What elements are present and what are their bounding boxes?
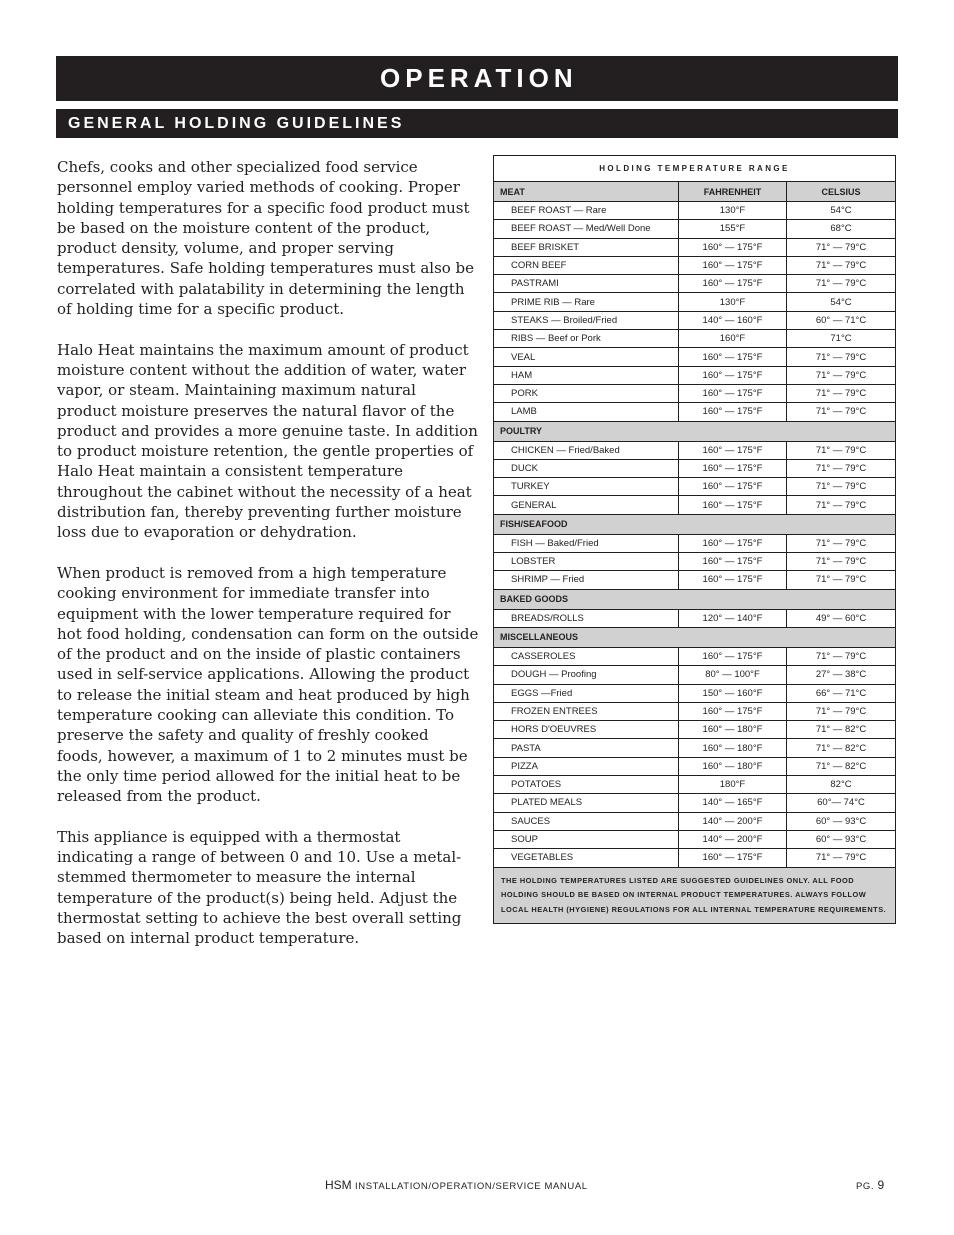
fahrenheit-cell: 140° — 160°F [679, 312, 787, 329]
category-header: MISCELLANEOUS [494, 628, 895, 648]
food-item-cell: DUCK [494, 460, 679, 477]
celsius-cell: 82°C [830, 779, 852, 791]
table-row [494, 571, 895, 589]
section-banner [56, 56, 898, 101]
fahrenheit-cell: 150° — 160°F [679, 685, 787, 702]
food-item-cell: GENERAL [494, 496, 679, 513]
celsius-cell: 71° — 79°C [815, 278, 867, 290]
table-row [494, 330, 895, 348]
category-header: POULTRY [494, 422, 895, 442]
celsius-cell: 71° — 79°C [815, 705, 867, 717]
fahrenheit-cell: 80° — 100°F [679, 666, 787, 683]
food-item-cell: EGGS —Fried [494, 685, 679, 702]
table-row [494, 849, 895, 867]
table-row [494, 739, 895, 757]
celsius-cell: 71° — 79°C [815, 444, 867, 456]
food-item-cell: HAM [494, 367, 679, 384]
holding-temperature-table [493, 155, 896, 924]
fahrenheit-cell: 160° — 180°F [679, 758, 787, 775]
celsius-cell: 71° — 79°C [815, 499, 867, 511]
table-row [494, 758, 895, 776]
food-item-cell: CHICKEN — Fried/Baked [494, 442, 679, 459]
fahrenheit-cell: 180°F [679, 776, 787, 793]
celsius-cell: 54°C [830, 205, 852, 217]
food-item-cell: BEEF BRISKET [494, 239, 679, 256]
table-row [494, 220, 895, 238]
section-title: OPERATION [380, 63, 578, 93]
fahrenheit-cell: 160° — 175°F [679, 403, 787, 420]
food-item-cell: PLATED MEALS [494, 794, 679, 811]
food-item-cell: LAMB [494, 403, 679, 420]
celsius-cell: 71° — 79°C [815, 406, 867, 418]
paragraph: Halo Heat maintains the maximum amount of product moisture content without the addition of water, water vapor, or steam. Maintaining maximum natural product moisture preserves the natural flavor of the product and provides a more genuine taste. In addition to product moisture retention, the gentle properties of Halo Heat maintain a consistent temperature throughout the cabinet without the necessity of a heat distribution fan, thereby preventing further moisture loss due to evaporation or dehydration. [57, 340, 478, 542]
fahrenheit-cell: 160° — 175°F [679, 348, 787, 365]
table-row [494, 367, 895, 385]
food-item-cell: BEEF ROAST — Rare [494, 202, 679, 219]
celsius-cell: 71° — 82°C [815, 742, 867, 754]
food-item-cell: FISH — Baked/Fried [494, 535, 679, 552]
table-row [494, 385, 895, 403]
celsius-cell: 71° — 82°C [815, 760, 867, 772]
celsius-cell: 66° — 71°C [815, 687, 867, 699]
food-item-cell: LOBSTER [494, 553, 679, 570]
celsius-cell: 71° — 79°C [815, 481, 867, 493]
table-row [494, 685, 895, 703]
celsius-cell: 71° — 79°C [815, 388, 867, 400]
food-item-cell: STEAKS — Broiled/Fried [494, 312, 679, 329]
fahrenheit-cell: 160° — 175°F [679, 442, 787, 459]
fahrenheit-cell: 160° — 180°F [679, 739, 787, 756]
food-item-cell: SOUP [494, 831, 679, 848]
celsius-cell: 71° — 79°C [815, 260, 867, 272]
table-row [494, 312, 895, 330]
celsius-cell: 27° — 38°C [815, 669, 867, 681]
food-item-cell: HORS D'OEUVRES [494, 721, 679, 738]
fahrenheit-cell: 140° — 200°F [679, 813, 787, 830]
food-item-cell: FROZEN ENTREES [494, 703, 679, 720]
category-header: FISH/SEAFOOD [494, 515, 895, 535]
table-row [494, 703, 895, 721]
table-row [494, 610, 895, 628]
fahrenheit-cell: 130°F [679, 202, 787, 219]
fahrenheit-cell: 120° — 140°F [679, 610, 787, 627]
celsius-cell: 71° — 79°C [815, 241, 867, 253]
fahrenheit-cell: 160° — 175°F [679, 275, 787, 292]
paragraph: Chefs, cooks and other specialized food service personnel employ varied methods of cooking. Proper holding temperatures for a specific food product must be based on the moisture content of the product, product density, volume, and proper serving temperatures. Safe holding temperatures must also be correlated with palatability in determining the length of holding time for a specific product. [57, 158, 475, 319]
celsius-cell: 54°C [830, 296, 852, 308]
food-item-cell: PASTA [494, 739, 679, 756]
food-item-cell: BREADS/ROLLS [494, 610, 679, 627]
fahrenheit-cell: 155°F [679, 220, 787, 237]
celsius-cell: 71° — 79°C [815, 574, 867, 586]
celsius-cell: 71° — 79°C [815, 537, 867, 549]
fahrenheit-cell: 160° — 175°F [679, 257, 787, 274]
fahrenheit-cell: 160° — 175°F [679, 553, 787, 570]
table-row [494, 348, 895, 366]
fahrenheit-cell: 160° — 175°F [679, 239, 787, 256]
fahrenheit-cell: 160° — 175°F [679, 496, 787, 513]
fahrenheit-cell: 160°F [679, 330, 787, 347]
food-item-cell: DOUGH — Proofing [494, 666, 679, 683]
table-row [494, 275, 895, 293]
table-row [494, 553, 895, 571]
fahrenheit-cell: 160° — 175°F [679, 849, 787, 866]
food-item-cell: VEAL [494, 348, 679, 365]
footer-page-number: 9 [877, 1178, 885, 1192]
table-row [494, 293, 895, 311]
subsection-banner [56, 109, 898, 138]
fahrenheit-cell: 160° — 175°F [679, 478, 787, 495]
footer-manual: INSTALLATION/OPERATION/SERVICE MANUAL [355, 1181, 588, 1192]
fahrenheit-cell: 160° — 175°F [679, 535, 787, 552]
fahrenheit-cell: 130°F [679, 293, 787, 310]
table-row [494, 776, 895, 794]
celsius-cell: 71° — 79°C [815, 463, 867, 474]
footer-model: HSM [325, 1178, 352, 1192]
food-item-cell: TURKEY [494, 478, 679, 495]
table-note: THE HOLDING TEMPERATURES LISTED ARE SUGGESTED GUIDELINES ONLY. ALL FOOD HOLDING SHOULD BE BASED ON INTERNAL PRODUCT TEMPERATURES. ALWAYS FOLLOW LOCAL HEALTH (HYGIENE) REGULATIONS FOR ALL INTERNAL TEMPERATURE REQUIREMENTS. [494, 868, 895, 924]
table-row [494, 666, 895, 684]
fahrenheit-cell: 160° — 175°F [679, 648, 787, 665]
celsius-cell: 60° — 93°C [815, 834, 867, 846]
column-header-fahrenheit: FAHRENHEIT [679, 182, 787, 201]
food-item-cell: PORK [494, 385, 679, 402]
table-row [494, 478, 895, 496]
footer-manual-title [325, 1178, 588, 1192]
subsection-title: GENERAL HOLDING GUIDELINES [68, 114, 405, 132]
celsius-cell: 68°C [830, 223, 852, 235]
table-row [494, 403, 895, 421]
paragraph: This appliance is equipped with a thermostat indicating a range of between 0 and 10. Use a metal-stemmed thermometer to measure the internal temperature of the product(s) being held. Adjust the thermostat setting to achieve the best overall setting based on internal product temperature. [57, 827, 462, 948]
table-row [494, 496, 895, 514]
table-row [494, 442, 895, 460]
food-item-cell: SAUCES [494, 813, 679, 830]
table-row [494, 257, 895, 275]
celsius-cell: 60° — 93°C [815, 815, 867, 827]
table-row [494, 648, 895, 666]
food-item-cell: RIBS — Beef or Pork [494, 330, 679, 347]
fahrenheit-cell: 140° — 200°F [679, 831, 787, 848]
food-item-cell: BEEF ROAST — Med/Well Done [494, 220, 679, 237]
footer-page-prefix: PG. [856, 1181, 875, 1192]
celsius-cell: 71° — 79°C [815, 351, 867, 363]
table-body [494, 202, 895, 868]
fahrenheit-cell: 160° — 175°F [679, 703, 787, 720]
celsius-cell: 71° — 79°C [815, 556, 867, 568]
celsius-cell: 71°C [830, 333, 852, 345]
body-text [57, 157, 479, 969]
table-title: HOLDING TEMPERATURE RANGE [494, 156, 895, 182]
fahrenheit-cell: 160° — 175°F [679, 460, 787, 477]
food-item-cell: PIZZA [494, 758, 679, 775]
table-row [494, 460, 895, 478]
fahrenheit-cell: 160° — 175°F [679, 571, 787, 588]
celsius-cell: 71° — 79°C [815, 651, 867, 663]
food-item-cell: SHRIMP — Fried [494, 571, 679, 588]
table-row [494, 535, 895, 553]
category-header: BAKED GOODS [494, 590, 895, 610]
celsius-cell: 60° — 71°C [815, 314, 867, 326]
celsius-cell: 60°— 74°C [817, 797, 865, 809]
food-item-cell: CASSEROLES [494, 648, 679, 665]
celsius-cell: 71° — 79°C [815, 852, 867, 864]
footer-page [856, 1178, 884, 1192]
column-header-celsius: CELSIUS [821, 186, 861, 197]
celsius-cell: 71° — 82°C [815, 724, 867, 736]
celsius-cell: 71° — 79°C [815, 369, 867, 381]
column-header-meat: MEAT [494, 182, 679, 201]
food-item-cell: VEGETABLES [494, 849, 679, 866]
table-row [494, 202, 895, 220]
food-item-cell: CORN BEEF [494, 257, 679, 274]
fahrenheit-cell: 160° — 175°F [679, 385, 787, 402]
table-row [494, 239, 895, 257]
fahrenheit-cell: 160° — 175°F [679, 367, 787, 384]
food-item-cell: POTATOES [494, 776, 679, 793]
table-row [494, 794, 895, 812]
paragraph: When product is removed from a high temperature cooking environment for immediate transfer into equipment with the lower temperature required for hot food holding, condensation can form on the outside of the product and on the inside of plastic containers used in self-service applications. Allowing the product to release the initial steam and heat produced by high temperature cooking can alleviate this condition. To preserve the safety and quality of freshly cooked foods, however, a maximum of 1 to 2 minutes must be the only time period allowed for the initial heat to be released from the product. [57, 563, 479, 806]
table-row [494, 813, 895, 831]
fahrenheit-cell: 140° — 165°F [679, 794, 787, 811]
food-item-cell: PASTRAMI [494, 275, 679, 292]
table-row [494, 721, 895, 739]
table-header-row [494, 182, 895, 202]
food-item-cell: PRIME RIB — Rare [494, 293, 679, 310]
table-row [494, 831, 895, 849]
celsius-cell: 49° — 60°C [815, 612, 867, 624]
fahrenheit-cell: 160° — 180°F [679, 721, 787, 738]
